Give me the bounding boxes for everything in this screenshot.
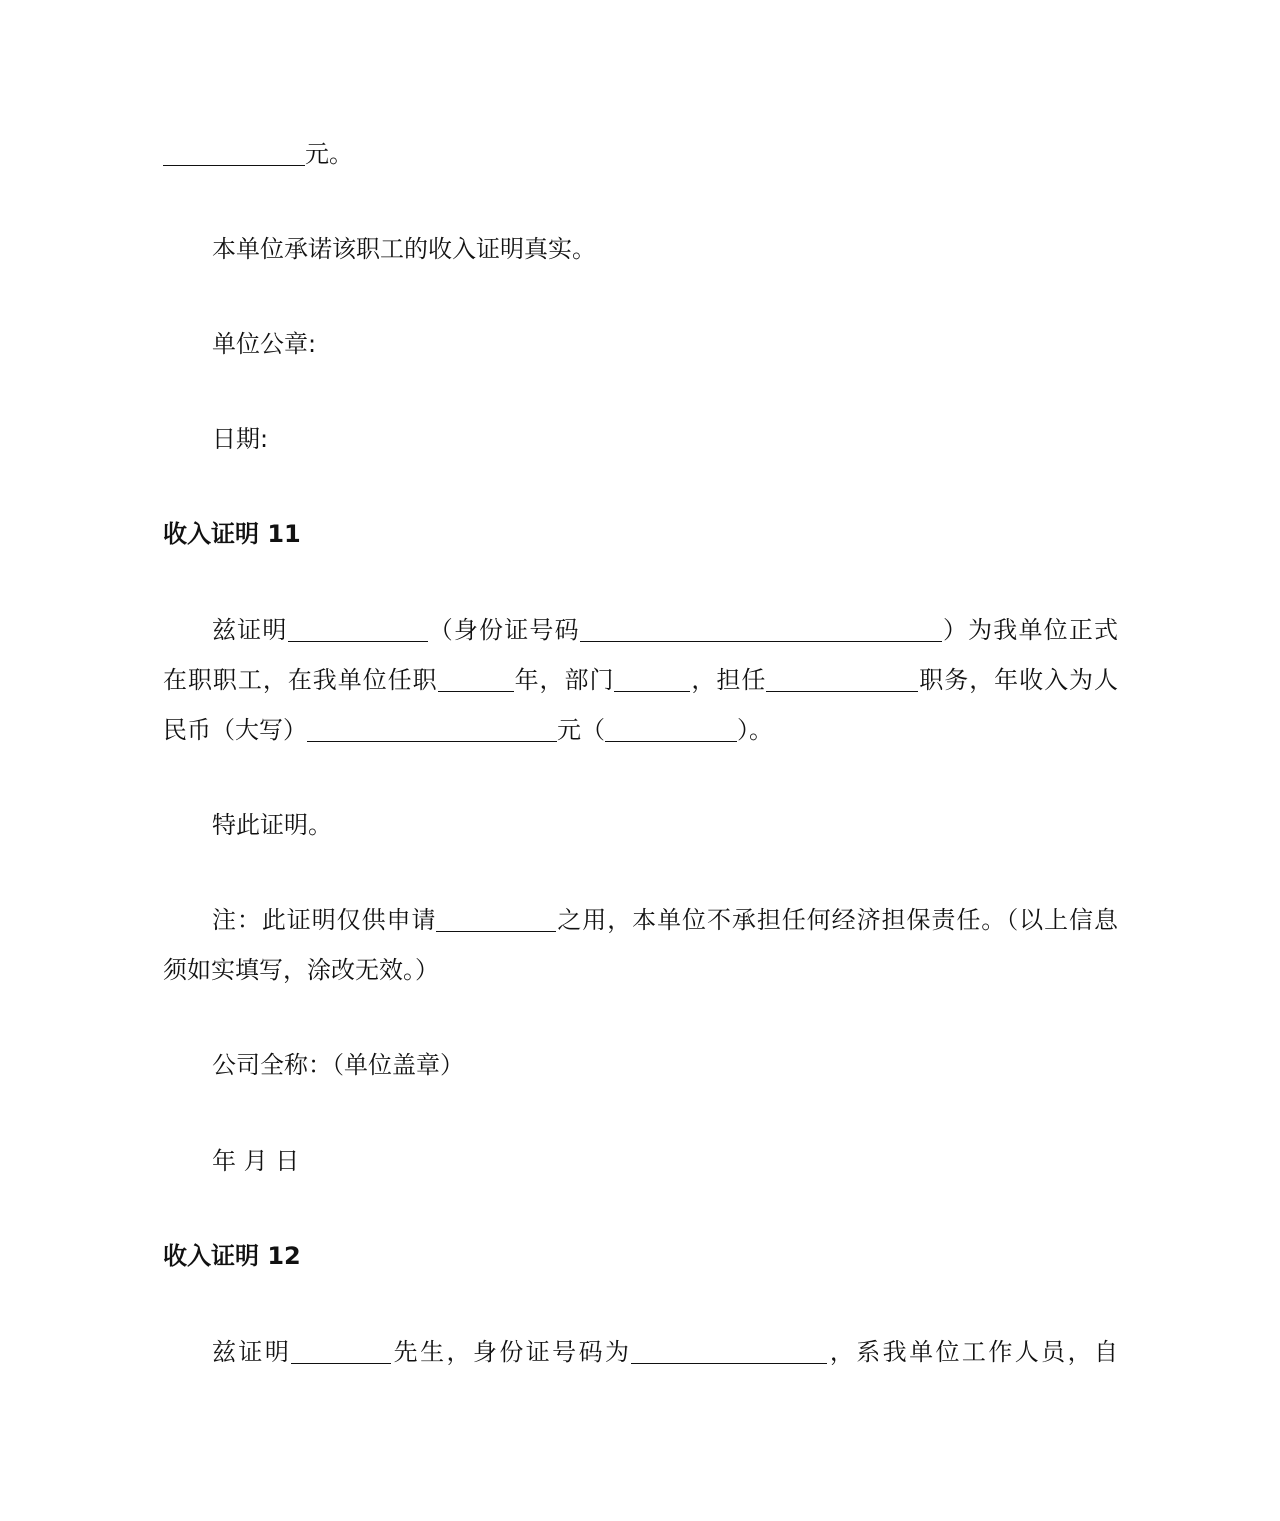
position-blank[interactable] bbox=[766, 667, 918, 692]
s12-name-blank[interactable] bbox=[291, 1339, 391, 1364]
income-figures-blank[interactable] bbox=[605, 717, 737, 742]
department-blank[interactable] bbox=[614, 667, 690, 692]
amount-line: 元。 bbox=[163, 129, 1118, 179]
years-blank[interactable] bbox=[438, 667, 514, 692]
s12-id-number-blank[interactable] bbox=[631, 1339, 827, 1364]
purpose-blank[interactable] bbox=[436, 907, 556, 932]
s11-body-line-2: 在职职工，在我单位任职 年，部门 ，担任 职务，年收入为人 bbox=[163, 666, 1119, 694]
section-title-12: 收入证明 12 bbox=[163, 1242, 301, 1270]
name-blank[interactable] bbox=[288, 617, 428, 642]
company-label: 公司全称：（单位盖章） bbox=[212, 1051, 464, 1079]
s11-body-line-3: 民币（大写） 元（ ）。 bbox=[163, 716, 773, 744]
date-label: 日期: bbox=[212, 425, 269, 453]
s11-body-line-1: 兹证明 （身份证号码 ）为我单位正式 bbox=[212, 616, 1119, 644]
promise-text: 本单位承诺该职工的收入证明真实。 bbox=[212, 235, 596, 263]
s12-body-line-1: 兹证明 先生，身份证号码为 ，系我单位工作人员，自 bbox=[212, 1338, 1119, 1366]
section-title-11: 收入证明 11 bbox=[163, 520, 301, 548]
seal-label: 单位公章: bbox=[212, 330, 317, 358]
certify-text: 特此证明。 bbox=[212, 811, 332, 839]
amount-blank[interactable] bbox=[163, 141, 305, 166]
income-words-blank[interactable] bbox=[307, 717, 557, 742]
id-number-blank[interactable] bbox=[580, 617, 942, 642]
year-month-day: 年 月 日 bbox=[212, 1147, 300, 1175]
note-line-2: 须如实填写，涂改无效。） bbox=[163, 956, 439, 984]
note-line-1: 注：此证明仅供申请 之用，本单位不承担任何经济担保责任。（以上信息 bbox=[212, 906, 1118, 934]
